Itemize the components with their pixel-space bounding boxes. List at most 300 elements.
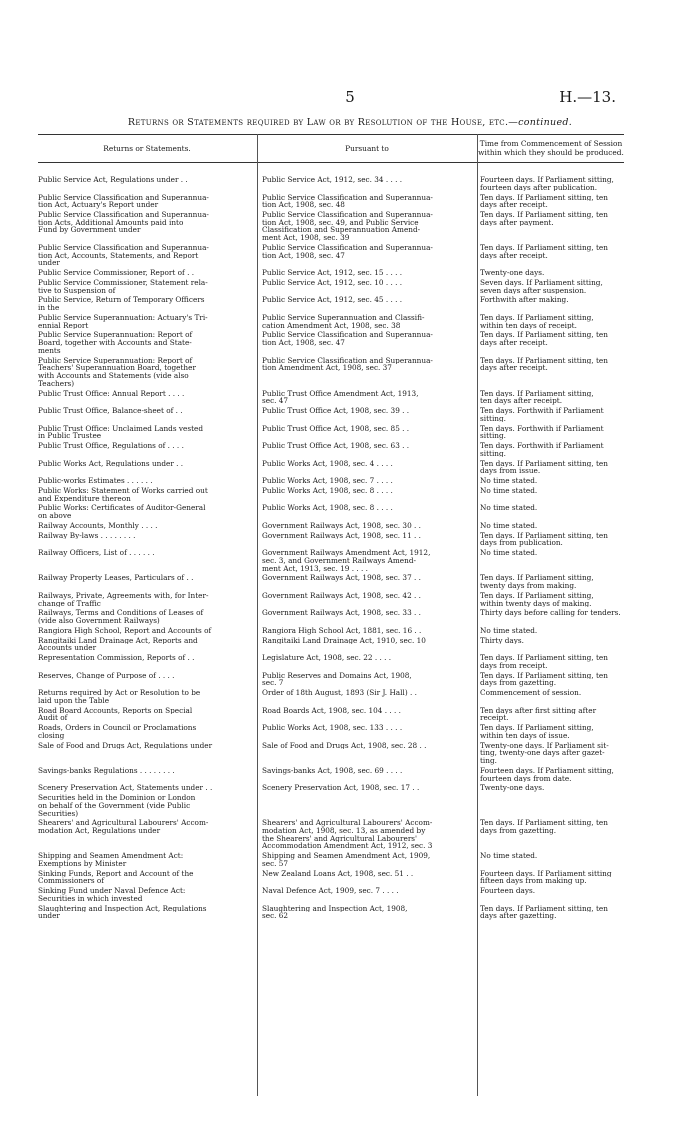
cell-line: ment Act, 1908, sec. 39 xyxy=(262,234,350,242)
cell-line: twenty days from making. xyxy=(480,582,577,590)
cell-line: Classification and Superannuation Amend- xyxy=(262,226,421,235)
cell-returns xyxy=(38,654,256,662)
cell-returns xyxy=(38,742,256,750)
cell-line: Shipping and Seamen Amendment Act, 1909, xyxy=(262,852,431,860)
cell-line: within ten days of receipt. xyxy=(480,321,577,330)
cell-time xyxy=(480,689,624,697)
cell-line: Railway Accounts, Monthly . . . . xyxy=(38,521,158,530)
cell-pursuant xyxy=(262,211,474,242)
cell-line: days from gazetting. xyxy=(480,827,557,835)
cell-line: laid upon the Table xyxy=(38,696,110,705)
table-row xyxy=(38,852,624,867)
cell-line: Ten days. If Parliament sitting, ten xyxy=(480,531,608,540)
cell-returns xyxy=(38,627,256,635)
cell-line: days after gazetting. xyxy=(480,912,557,921)
cell-returns xyxy=(38,784,256,792)
page-number: 5 xyxy=(345,88,355,106)
cell-line: Accommodation Amendment Act, 1912, sec. 3 xyxy=(262,842,433,851)
table-row xyxy=(38,549,624,572)
cell-line: seven days after suspension. xyxy=(480,286,587,295)
cell-time xyxy=(480,549,624,557)
cell-line: the Shearers' and Agricultural Labourers' xyxy=(262,834,418,843)
cell-line: Public Service Commissioner, Report of . . xyxy=(38,269,195,277)
cell-line: Public Trust Office Amendment Act, 1913, xyxy=(262,389,419,398)
cell-line: Securities held in the Dominion or London xyxy=(38,794,196,802)
table-row xyxy=(38,296,624,311)
cell-pursuant xyxy=(262,269,474,277)
cell-line: Public Works: Certificates of Auditor-General xyxy=(38,504,206,512)
cell-returns xyxy=(38,244,256,267)
cell-pursuant xyxy=(262,549,474,572)
cell-line: Reserves, Change of Purpose of . . . . xyxy=(38,671,175,680)
cell-line: Public Service Act, 1912, sec. 45 . . . . xyxy=(262,296,403,305)
cell-line: Ten days. If Parliament sitting, xyxy=(480,591,594,600)
cell-line: Public Works Act, 1908, sec. 133 . . . . xyxy=(262,724,403,732)
cell-line: cation Amendment Act, 1908, sec. 38 xyxy=(262,321,401,330)
cell-returns xyxy=(38,390,256,398)
table-row xyxy=(38,627,624,635)
cell-line: Naval Defence Act, 1909, sec. 7 . . . . xyxy=(262,887,399,895)
cell-line: days from gazetting. xyxy=(480,679,557,687)
table-row xyxy=(38,767,624,782)
cell-time xyxy=(480,269,624,277)
cell-line: tion Acts, Additional Amounts paid into xyxy=(38,218,184,227)
cell-line: closing xyxy=(38,731,65,740)
cell-returns xyxy=(38,357,256,388)
cell-line: Public Works Act, 1908, sec. 7 . . . . xyxy=(262,477,393,485)
cell-line: Fund by Government under xyxy=(38,226,141,235)
cell-time xyxy=(480,296,624,304)
cell-line: No time stated. xyxy=(480,521,538,530)
cell-line: Public Service Classification and Superannua- xyxy=(262,331,433,340)
cell-pursuant xyxy=(262,672,474,687)
cell-line: Public-works Estimates . . . . . . xyxy=(38,477,153,485)
cell-line: Securities in which invested xyxy=(38,894,143,903)
cell-pursuant xyxy=(262,742,474,750)
cell-returns xyxy=(38,314,256,329)
cell-line: within twenty days of making. xyxy=(480,599,592,608)
cell-line: tion Act, Accounts, Statements, and Report xyxy=(38,251,199,260)
cell-returns xyxy=(38,767,256,775)
cell-line: tion Act, 1908, sec. 47 xyxy=(262,339,345,347)
cell-line: Ten days. If Parliament sitting, xyxy=(480,574,594,582)
cell-returns xyxy=(38,504,256,519)
table-row xyxy=(38,724,624,739)
document-code: H.—13. xyxy=(559,88,616,106)
cell-line: ment Act, 1913, sec. 19 . . . . xyxy=(262,564,368,573)
cell-returns xyxy=(38,794,256,817)
cell-pursuant xyxy=(262,574,474,582)
cell-pursuant xyxy=(262,244,474,259)
cell-returns xyxy=(38,194,256,209)
cell-line: Ten days. If Parliament sitting, ten xyxy=(480,243,608,252)
cell-line: Ten days. Forthwith if Parliament xyxy=(480,442,604,450)
cell-line: Slaughtering and Inspection Act, Regulations xyxy=(38,904,207,913)
cell-line: Public Trust Office: Unclaimed Lands vested xyxy=(38,424,204,433)
cell-line: No time stated. xyxy=(480,477,538,485)
table-row xyxy=(38,784,624,792)
table-title-text: Returns or Statements required by Law or by Resolution of the House, etc.— xyxy=(127,117,519,128)
table-row xyxy=(38,654,624,669)
cell-pursuant xyxy=(262,504,474,512)
cell-line: days after payment. xyxy=(480,218,554,227)
cell-line: Public Service Classification and Superannua- xyxy=(38,243,209,252)
cell-time xyxy=(480,819,624,834)
top-rule xyxy=(38,134,624,135)
cell-line: sitting. xyxy=(480,414,506,423)
column-header-returns: Returns or Statements. xyxy=(103,143,191,153)
cell-pursuant xyxy=(262,522,474,530)
cell-returns xyxy=(38,532,256,540)
cell-line: Ten days. If Parliament sitting, xyxy=(480,724,594,732)
table-row xyxy=(38,390,624,405)
cell-line: Forthwith after making. xyxy=(480,296,569,305)
cell-line: Fourteen days. xyxy=(480,887,536,895)
cell-line: Twenty-one days. If Parliament sit- xyxy=(480,741,609,750)
cell-line: Ten days. If Parliament sitting, ten xyxy=(480,331,608,340)
cell-line: Public Service Superannuation: Actuary's Tri- xyxy=(38,313,208,322)
cell-pursuant xyxy=(262,592,474,600)
cell-line: Commissioners of xyxy=(38,877,105,886)
cell-pursuant xyxy=(262,194,474,209)
cell-time xyxy=(480,460,624,475)
cell-line: Railway By-laws . . . . . . . . xyxy=(38,531,136,540)
table-row xyxy=(38,574,624,589)
cell-time xyxy=(480,390,624,405)
cell-time xyxy=(480,532,624,547)
cell-returns xyxy=(38,724,256,739)
cell-line: Public Trust Office Act, 1908, sec. 85 . . xyxy=(262,424,410,433)
cell-time xyxy=(480,654,624,669)
cell-line: Public Service Act, 1912, sec. 34 . . . . xyxy=(262,176,403,184)
cell-pursuant xyxy=(262,784,474,792)
cell-line: in Public Trustee xyxy=(38,432,102,440)
cell-time xyxy=(480,870,624,885)
table-row xyxy=(38,194,624,209)
cell-line: tion Act, 1908, sec. 47 xyxy=(262,251,345,260)
cell-time xyxy=(480,357,624,372)
cell-returns xyxy=(38,331,256,354)
cell-pursuant xyxy=(262,689,474,697)
cell-returns xyxy=(38,592,256,607)
cell-line: sec. 47 xyxy=(262,397,289,405)
cell-line: (vide also Government Railways) xyxy=(38,617,160,625)
cell-line: Public Service Classification and Superannua- xyxy=(262,243,433,252)
cell-line: sitting. xyxy=(480,432,506,440)
cell-line: Ten days. If Parliament sitting, ten xyxy=(480,819,608,827)
table-row xyxy=(38,522,624,530)
table-row xyxy=(38,672,624,687)
cell-returns xyxy=(38,296,256,311)
cell-pursuant xyxy=(262,425,474,433)
table-row xyxy=(38,176,624,191)
cell-time xyxy=(480,244,624,259)
cell-line: Railway Officers, List of . . . . . . xyxy=(38,549,155,557)
cell-line: fifteen days from making up. xyxy=(480,877,587,886)
cell-line: sec. 7 xyxy=(262,679,284,687)
cell-returns xyxy=(38,887,256,902)
cell-pursuant xyxy=(262,724,474,732)
cell-line: Ten days. If Parliament sitting, ten xyxy=(480,193,608,202)
cell-time xyxy=(480,672,624,687)
table-row xyxy=(38,279,624,294)
cell-returns xyxy=(38,487,256,502)
cell-line: tion Amendment Act, 1908, sec. 37 xyxy=(262,364,392,372)
cell-pursuant xyxy=(262,654,474,662)
cell-pursuant xyxy=(262,707,474,715)
table-row xyxy=(38,794,624,817)
cell-pursuant xyxy=(262,852,474,867)
cell-returns xyxy=(38,477,256,485)
cell-line: days after receipt. xyxy=(480,251,548,260)
cell-line: Public Trust Office: Annual Report . . . . xyxy=(38,389,185,398)
cell-line: Shipping and Seamen Amendment Act: xyxy=(38,852,184,860)
cell-line: Seven days. If Parliament sitting, xyxy=(480,278,603,287)
cell-line: Roads, Orders in Council or Proclamations xyxy=(38,724,197,732)
table-row xyxy=(38,477,624,485)
cell-line: Order of 18th August, 1893 (Sir J. Hall) . . xyxy=(262,689,417,697)
cell-line: Shearers' and Agricultural Labourers' Accom- xyxy=(38,819,209,827)
cell-time xyxy=(480,609,624,617)
cell-returns xyxy=(38,176,256,184)
cell-time xyxy=(480,637,624,645)
cell-returns xyxy=(38,460,256,468)
cell-line: Sinking Fund under Naval Defence Act: xyxy=(38,887,186,895)
cell-returns xyxy=(38,689,256,704)
cell-line: sec. 3, and Government Railways Amend- xyxy=(262,556,416,565)
cell-line: Teachers) xyxy=(38,379,75,388)
cell-time xyxy=(480,905,624,920)
table-row xyxy=(38,460,624,475)
cell-line: Slaughtering and Inspection Act, 1908, xyxy=(262,904,408,913)
cell-time xyxy=(480,425,624,440)
table-row xyxy=(38,269,624,277)
cell-pursuant xyxy=(262,477,474,485)
cell-time xyxy=(480,407,624,422)
cell-line: Railway Property Leases, Particulars of . . xyxy=(38,574,194,582)
cell-line: Public Trust Office Act, 1908, sec. 63 . . xyxy=(262,442,410,450)
cell-line: ennial Report xyxy=(38,321,89,330)
cell-line: Public Service Superannuation: Report of xyxy=(38,356,193,365)
cell-pursuant xyxy=(262,390,474,405)
cell-pursuant xyxy=(262,296,474,304)
cell-line: Thirty days. xyxy=(480,636,524,645)
cell-time xyxy=(480,592,624,607)
table-row xyxy=(38,425,624,440)
cell-line: Public Service Classification and Superannua- xyxy=(38,211,209,219)
cell-line: Rangitaiki Land Drainage Act, 1910, sec. 10 xyxy=(262,636,426,645)
cell-time xyxy=(480,887,624,895)
cell-time xyxy=(480,477,624,485)
table-row xyxy=(38,689,624,704)
cell-line: Public Service Act, 1912, sec. 15 . . . . xyxy=(262,269,403,277)
cell-line: under xyxy=(38,912,60,921)
cell-line: Public Works Act, Regulations under . . xyxy=(38,459,184,468)
cell-pursuant xyxy=(262,487,474,495)
cell-time xyxy=(480,442,624,457)
cell-line: No time stated. xyxy=(480,626,538,635)
cell-returns xyxy=(38,852,256,867)
table-row xyxy=(38,887,624,902)
table-row xyxy=(38,357,624,388)
cell-line: days from issue. xyxy=(480,467,541,475)
table-row xyxy=(38,442,624,457)
cell-line: Ten days after first sitting after xyxy=(480,706,597,715)
cell-line: on above xyxy=(38,512,72,520)
cell-line: under xyxy=(38,259,60,267)
cell-line: ten days after receipt. xyxy=(480,397,563,405)
table-row xyxy=(38,707,624,722)
cell-line: Ten days. If Parliament sitting, ten xyxy=(480,356,608,365)
cell-time xyxy=(480,522,624,530)
cell-pursuant xyxy=(262,887,474,895)
cell-line: Twenty-one days. xyxy=(480,269,545,277)
cell-time xyxy=(480,707,624,722)
cell-line: Twenty-one days. xyxy=(480,784,545,792)
cell-line: and Expenditure thereon xyxy=(38,494,131,503)
cell-line: Public Trust Office, Balance-sheet of . . xyxy=(38,407,183,415)
cell-line: Ten days. If Parliament sitting, xyxy=(480,313,594,322)
cell-line: days from receipt. xyxy=(480,661,548,670)
cell-line: tion Act, 1908, sec. 49, and Public Service xyxy=(262,218,419,227)
table-row xyxy=(38,742,624,765)
cell-line: Government Railways Act, 1908, sec. 30 . . xyxy=(262,521,421,530)
cell-returns xyxy=(38,522,256,530)
cell-line: tion Act, 1908, sec. 48 xyxy=(262,201,345,209)
cell-line: sec. 57 xyxy=(262,859,289,868)
cell-line: Sale of Food and Drugs Act, Regulations under xyxy=(38,741,213,750)
cell-line: Representation Commission, Reports of . . xyxy=(38,654,195,662)
cell-returns xyxy=(38,707,256,722)
cell-line: Public Service Act, Regulations under . . xyxy=(38,176,188,184)
cell-line: on behalf of the Government (vide Public xyxy=(38,801,191,810)
cell-line: Rangitaiki Land Drainage Act, Reports and xyxy=(38,636,198,645)
cell-returns xyxy=(38,574,256,582)
cell-line: ments xyxy=(38,346,61,355)
cell-line: sitting. xyxy=(480,449,506,458)
table-row xyxy=(38,532,624,547)
cell-line: Government Railways Act, 1908, sec. 37 . . xyxy=(262,574,421,582)
cell-line: Audit of xyxy=(38,714,68,722)
cell-line: Ten days. Forthwith if Parliament xyxy=(480,407,604,415)
cell-returns xyxy=(38,819,256,834)
cell-time xyxy=(480,211,624,226)
table-title-continued: continued. xyxy=(518,117,573,128)
cell-line: Railways, Terms and Conditions of Leases of xyxy=(38,609,204,617)
cell-line: Ten days. If Parliament sitting, ten xyxy=(480,904,608,913)
cell-time xyxy=(480,574,624,589)
cell-line: days after receipt. xyxy=(480,364,548,372)
cell-line: Rangiora High School, Report and Accounts of xyxy=(38,626,212,635)
cell-pursuant xyxy=(262,460,474,468)
cell-line: fourteen days after publication. xyxy=(480,183,598,192)
cell-line: Ten days. If Parliament sitting, ten xyxy=(480,211,608,219)
cell-pursuant xyxy=(262,870,474,878)
cell-line: Legislature Act, 1908, sec. 22 . . . . xyxy=(262,654,392,662)
cell-line: change of Traffic xyxy=(38,599,101,608)
cell-line: Public Service Classification and Superannua- xyxy=(262,356,433,365)
cell-line: Public Works: Statement of Works carried out xyxy=(38,486,208,495)
cell-line: receipt. xyxy=(480,714,509,722)
cell-line: fourteen days from date. xyxy=(480,774,572,783)
cell-time xyxy=(480,627,624,635)
cell-line: Sale of Food and Drugs Act, 1908, sec. 28 . . xyxy=(262,741,427,750)
cell-pursuant xyxy=(262,357,474,372)
cell-line: Fourteen days. If Parliament sitting, xyxy=(480,176,614,184)
table-row xyxy=(38,314,624,329)
cell-time xyxy=(480,767,624,782)
cell-line: Public Works Act, 1908, sec. 8 . . . . xyxy=(262,486,393,495)
cell-pursuant xyxy=(262,279,474,287)
cell-pursuant xyxy=(262,905,474,920)
cell-line: Exemptions by Minister xyxy=(38,859,127,868)
cell-returns xyxy=(38,905,256,920)
cell-line: Public Trust Office Act, 1908, sec. 39 . . xyxy=(262,407,410,415)
cell-line: Government Railways Act, 1908, sec. 11 . . xyxy=(262,531,421,540)
cell-line: Railways, Private, Agreements with, for Inter- xyxy=(38,591,209,600)
cell-line: with Accounts and Statements (vide also xyxy=(38,372,189,380)
cell-pursuant xyxy=(262,314,474,329)
cell-line: Public Works Act, 1908, sec. 4 . . . . xyxy=(262,459,393,468)
cell-line: tive to Suspension of xyxy=(38,286,116,295)
table-row xyxy=(38,870,624,885)
cell-line: Thirty days before calling for tenders. xyxy=(480,609,621,617)
cell-time xyxy=(480,487,624,495)
cell-pursuant xyxy=(262,532,474,540)
cell-line: No time stated. xyxy=(480,486,538,495)
cell-returns xyxy=(38,269,256,277)
cell-line: modation Act, Regulations under xyxy=(38,827,161,835)
cell-line: Public Service Classification and Superannua- xyxy=(262,193,433,202)
cell-returns xyxy=(38,637,256,652)
cell-line: Public Trust Office, Regulations of . . . . xyxy=(38,442,184,450)
cell-line: Public Service, Return of Temporary Officers xyxy=(38,296,205,305)
cell-line: Ten days. Forthwith if Parliament xyxy=(480,424,604,433)
cell-line: Public Service Classification and Superannua- xyxy=(38,193,209,202)
cell-returns xyxy=(38,407,256,415)
cell-time xyxy=(480,194,624,209)
cell-line: days from publication. xyxy=(480,539,563,547)
cell-line: No time stated. xyxy=(480,549,538,557)
cell-line: Government Railways Act, 1908, sec. 42 . . xyxy=(262,591,421,600)
cell-pursuant xyxy=(262,637,474,645)
cell-line: days after receipt. xyxy=(480,339,548,347)
cell-line: Public Service Superannuation: Report of xyxy=(38,331,193,340)
table-row xyxy=(38,504,624,519)
cell-line: days after receipt. xyxy=(480,201,548,209)
cell-pursuant xyxy=(262,627,474,635)
cell-line: Public Service Act, 1912, sec. 10 . . . . xyxy=(262,278,403,287)
cell-line: Board, together with Accounts and State- xyxy=(38,339,192,347)
cell-pursuant xyxy=(262,767,474,775)
cell-line: Government Railways Amendment Act, 1912, xyxy=(262,549,431,557)
cell-line: ting. xyxy=(480,757,497,765)
cell-line: Scenery Preservation Act, Statements under . . xyxy=(38,784,213,792)
cell-time xyxy=(480,331,624,346)
cell-line: Scenery Preservation Act, 1908, sec. 17 . . xyxy=(262,784,420,792)
cell-line: Government Railways Act, 1908, sec. 33 . . xyxy=(262,609,421,617)
cell-line: Road Boards Act, 1908, sec. 104 . . . . xyxy=(262,706,401,715)
cell-line: Public Service Superannuation and Classifi- xyxy=(262,313,425,322)
cell-line: Shearers' and Agricultural Labourers' Accom- xyxy=(262,819,433,827)
cell-line: Accounts under xyxy=(38,644,97,652)
cell-line: Public Service Classification and Superannua- xyxy=(262,211,433,219)
table-row xyxy=(38,407,624,422)
cell-time xyxy=(480,504,624,512)
cell-line: Rangiora High School Act, 1881, sec. 16 . . xyxy=(262,626,422,635)
cell-line: within ten days of issue. xyxy=(480,731,570,740)
table-row xyxy=(38,609,624,624)
